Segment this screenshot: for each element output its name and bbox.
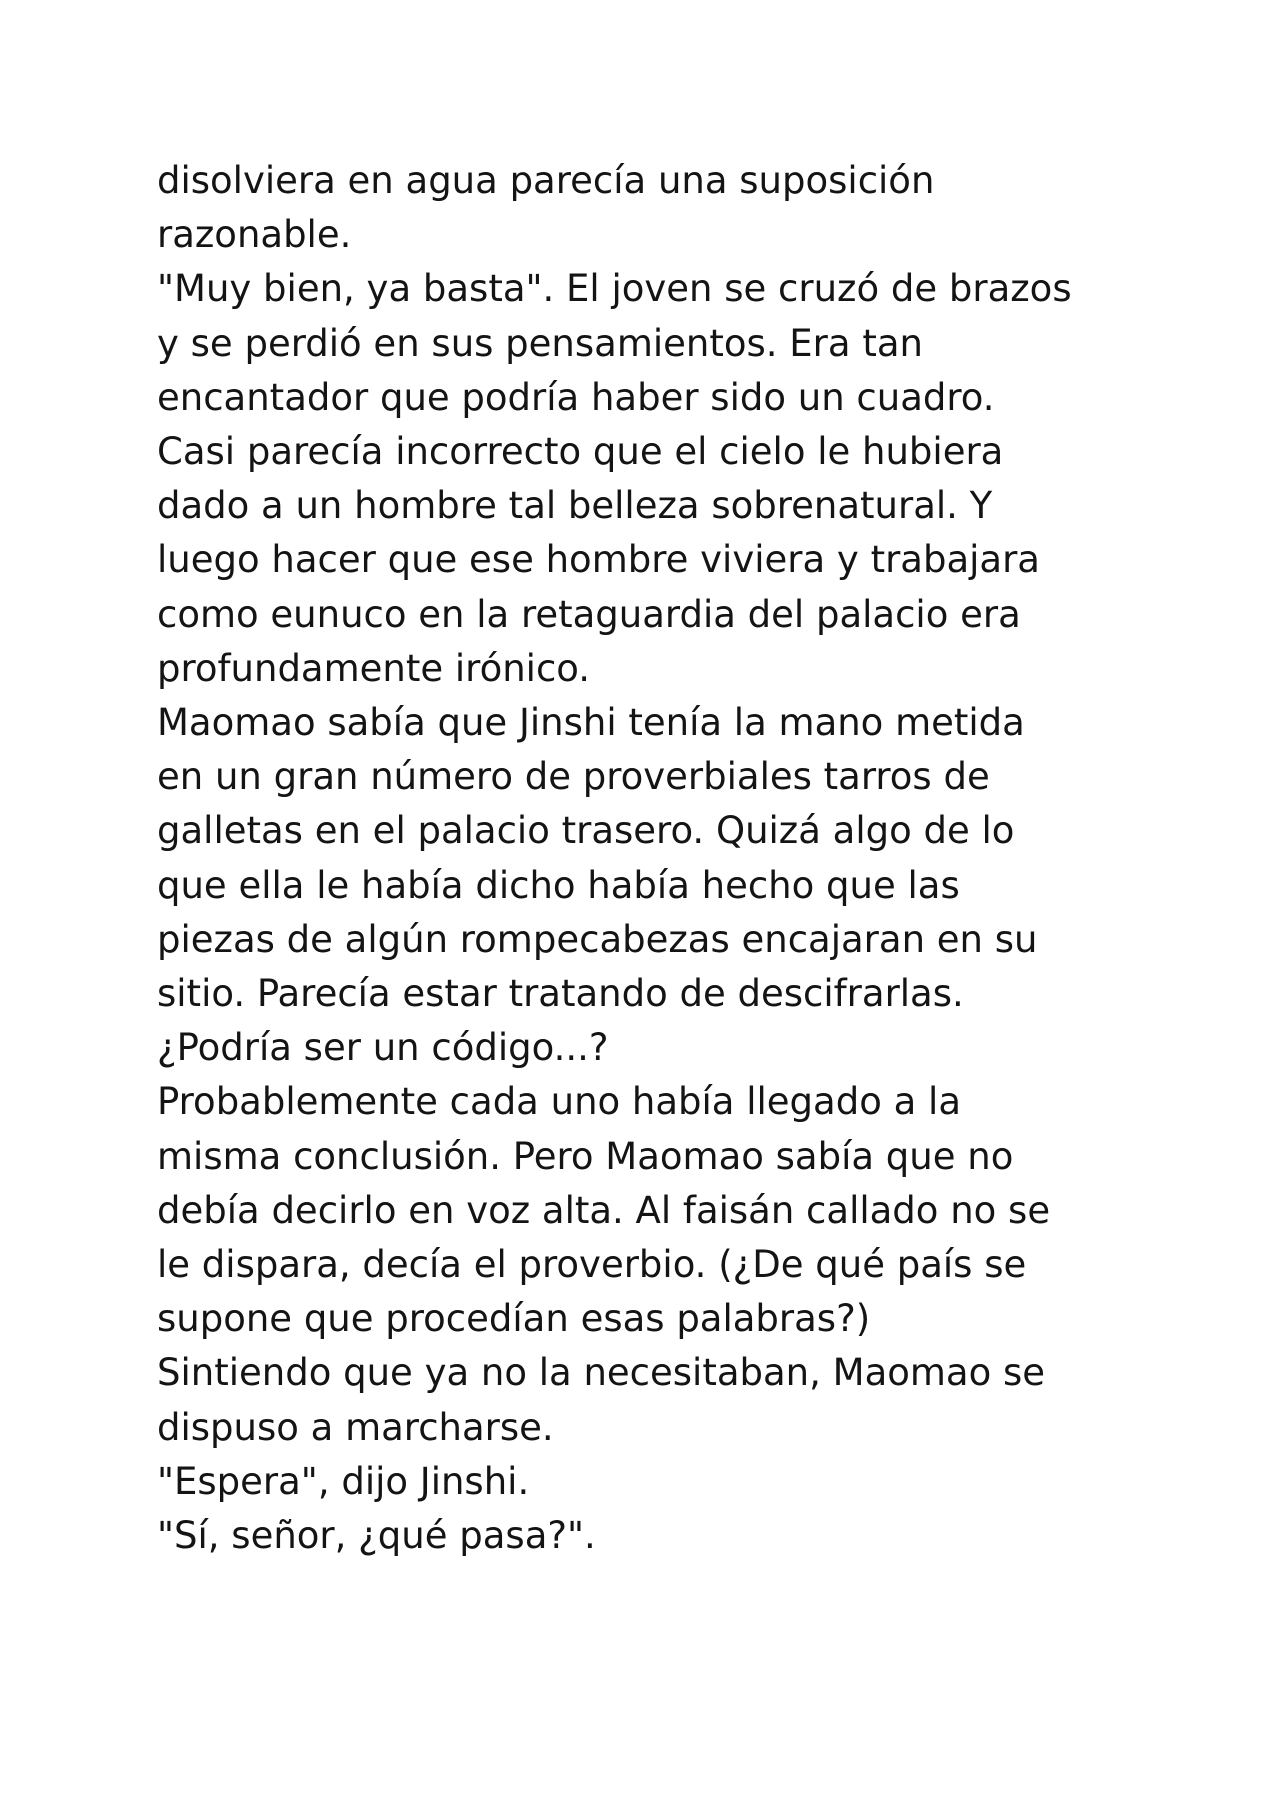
text-line: Maomao sabía que Jinshi tenía la mano metida bbox=[157, 701, 1025, 745]
text-line: Casi parecía incorrecto que el cielo le hubiera bbox=[157, 430, 1004, 474]
text-line: Probablemente cada uno había llegado a la bbox=[157, 1080, 961, 1124]
text-line: dispuso a marcharse. bbox=[157, 1405, 554, 1449]
text-line: piezas de algún rompecabezas encajaran en su bbox=[157, 917, 1038, 961]
text-line: razonable. bbox=[157, 213, 352, 257]
text-line: y se perdió en sus pensamientos. Era tan bbox=[157, 321, 923, 365]
text-line: ¿Podría ser un código...? bbox=[157, 1026, 609, 1070]
text-line: supone que procedían esas palabras?) bbox=[157, 1297, 871, 1341]
text-line: dado a un hombre tal belleza sobrenatural. Y bbox=[157, 484, 993, 528]
text-line: encantador que podría haber sido un cuadro. bbox=[157, 375, 995, 419]
text-line: debía decirlo en voz alta. Al faisán callado no se bbox=[157, 1188, 1051, 1232]
text-line: Sintiendo que ya no la necesitaban, Maomao se bbox=[157, 1351, 1046, 1395]
text-line: sitio. Parecía estar tratando de descifrarlas. bbox=[157, 972, 964, 1016]
text-line: en un gran número de proverbiales tarros de bbox=[157, 755, 990, 799]
text-line: "Muy bien, ya basta". El joven se cruzó de brazos bbox=[157, 267, 1072, 311]
text-line: profundamente irónico. bbox=[157, 646, 591, 690]
text-line: disolviera en agua parecía una suposición bbox=[157, 159, 935, 202]
text-line: luego hacer que ese hombre viviera y trabajara bbox=[157, 538, 1040, 582]
text-line: como eunuco en la retaguardia del palacio era bbox=[157, 592, 1021, 636]
text-line: galletas en el palacio trasero. Quizá algo de lo bbox=[157, 809, 1015, 853]
text-line: le dispara, decía el proverbio. (¿De qué país se bbox=[157, 1243, 1027, 1287]
text-line: misma conclusión. Pero Maomao sabía que no bbox=[157, 1134, 1014, 1178]
body-text bbox=[157, 154, 1157, 1563]
text-line: "Sí, señor, ¿qué pasa?". bbox=[157, 1514, 596, 1558]
text-line: que ella le había dicho había hecho que las bbox=[157, 863, 960, 907]
text-line: "Espera", dijo Jinshi. bbox=[157, 1459, 530, 1503]
